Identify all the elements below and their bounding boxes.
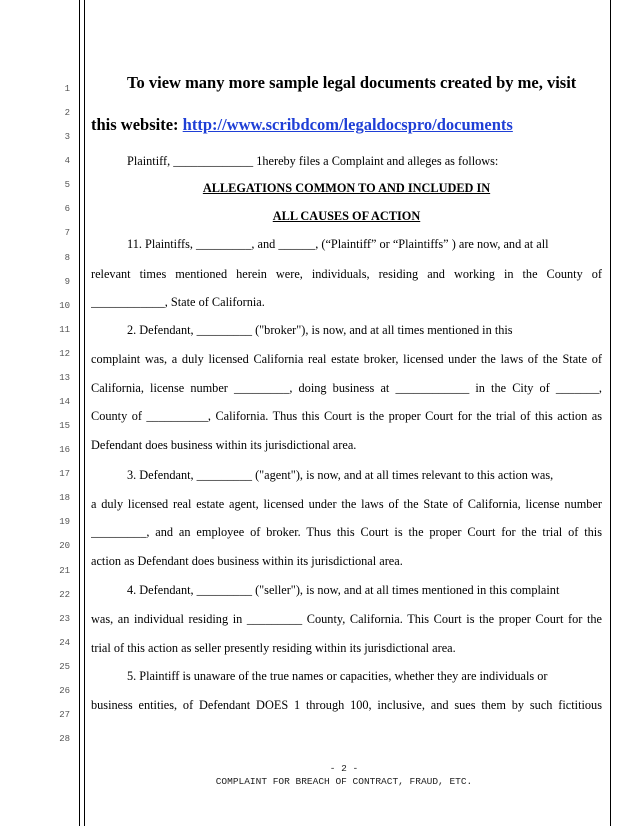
line-number: 12 <box>59 348 70 359</box>
line-number: 17 <box>59 469 70 480</box>
line-number: 15 <box>59 421 70 431</box>
line-number: 9 <box>64 276 70 287</box>
para-2-line-3: California, license number _________, doing business at ____________ in the City of _______, <box>91 381 602 395</box>
para-5-line-1: 5. Plaintiff is unaware of the true names or capacities, whether they are individuals or <box>127 669 548 683</box>
line-number: 4 <box>64 156 70 167</box>
para-3-line-1: 3. Defendant, _________ ("agent"), is now, and at all times relevant to this action was, <box>127 468 554 482</box>
line-number: 8 <box>64 252 70 263</box>
para-2-line-4: County of __________, California. Thus this Court is the proper Court for the trial of this action as <box>91 409 602 423</box>
para-1-line-2: relevant times mentioned herein were, individuals, residing and working in the County of <box>91 267 602 281</box>
line-number: 5 <box>64 180 70 191</box>
line-number: 26 <box>59 685 70 696</box>
line-number: 20 <box>59 541 70 552</box>
para-1-line-3: ____________, State of California. <box>91 295 265 309</box>
para-4-line-3: trial of this action as seller presently residing within its jurisdictional area. <box>91 641 456 655</box>
line-number: 14 <box>59 397 70 407</box>
para-4-line-1: 4. Defendant, _________ ("seller"), is now, and at all times mentioned in this complaint <box>127 583 560 597</box>
footer-caption: COMPLAINT FOR BREACH OF CONTRACT, FRAUD, ETC. <box>215 776 473 787</box>
line-number: 19 <box>59 517 70 528</box>
para-5-line-2: business entities, of Defendant DOES 1 through 100, inclusive, and sues them by such fictitious <box>91 698 602 712</box>
line-number: 13 <box>59 372 70 383</box>
line-number: 18 <box>59 493 70 504</box>
heading-line-1: ALLEGATIONS COMMON TO AND INCLUDED IN <box>202 181 491 195</box>
line-number: 7 <box>64 228 70 239</box>
intro-line-2 <box>91 115 602 135</box>
line-number: 3 <box>64 132 70 143</box>
line-number: 23 <box>59 613 70 624</box>
line-number: 16 <box>59 445 70 456</box>
preamble: Plaintiff, _____________ 1hereby files a Complaint and alleges as follows: <box>127 154 499 168</box>
page-number: - 2 - <box>329 763 359 774</box>
intro-line-1: To view many more sample legal documents created by me, visit <box>127 73 577 92</box>
para-3-line-3: _________, and an employee of broker. Thus this Court is the proper Court for the trial of this <box>91 525 602 539</box>
para-3-line-4: action as Defendant does business within its jurisdictional area. <box>91 554 403 568</box>
line-number: 2 <box>64 108 70 119</box>
line-number: 1 <box>64 84 70 94</box>
para-1-line-1: 11. Plaintiffs, _________, and ______, (“Plaintiff” or “Plaintiffs” ) are now, and at all <box>127 237 549 251</box>
line-number: 6 <box>64 204 70 215</box>
website-link[interactable]: http://www.scribdcom/legaldocspro/documents <box>182 115 513 134</box>
line-number: 11 <box>59 324 70 335</box>
line-number: 25 <box>59 661 70 672</box>
para-3-line-2: a duly licensed real estate agent, licensed under the laws of the State of California, license number <box>91 497 602 511</box>
line-number: 22 <box>59 589 70 600</box>
para-4-line-2: was, an individual residing in _________ County, California. This Court is the proper Court for the <box>91 612 602 626</box>
intro-prefix: this website: <box>91 115 183 134</box>
line-number: 27 <box>59 709 70 720</box>
line-number: 21 <box>59 565 70 576</box>
para-2-line-1: 2. Defendant, _________ ("broker"), is now, and at all times mentioned in this <box>127 323 513 337</box>
para-2-line-5: Defendant does business within its jurisdictional area. <box>91 438 357 452</box>
para-2-line-2: complaint was, a duly licensed California real estate broker, licensed under the laws of the State of <box>91 352 602 366</box>
line-number: 24 <box>59 637 70 648</box>
line-number: 10 <box>59 300 70 311</box>
line-number: 28 <box>59 734 70 744</box>
heading-line-2: ALL CAUSES OF ACTION <box>272 209 421 223</box>
